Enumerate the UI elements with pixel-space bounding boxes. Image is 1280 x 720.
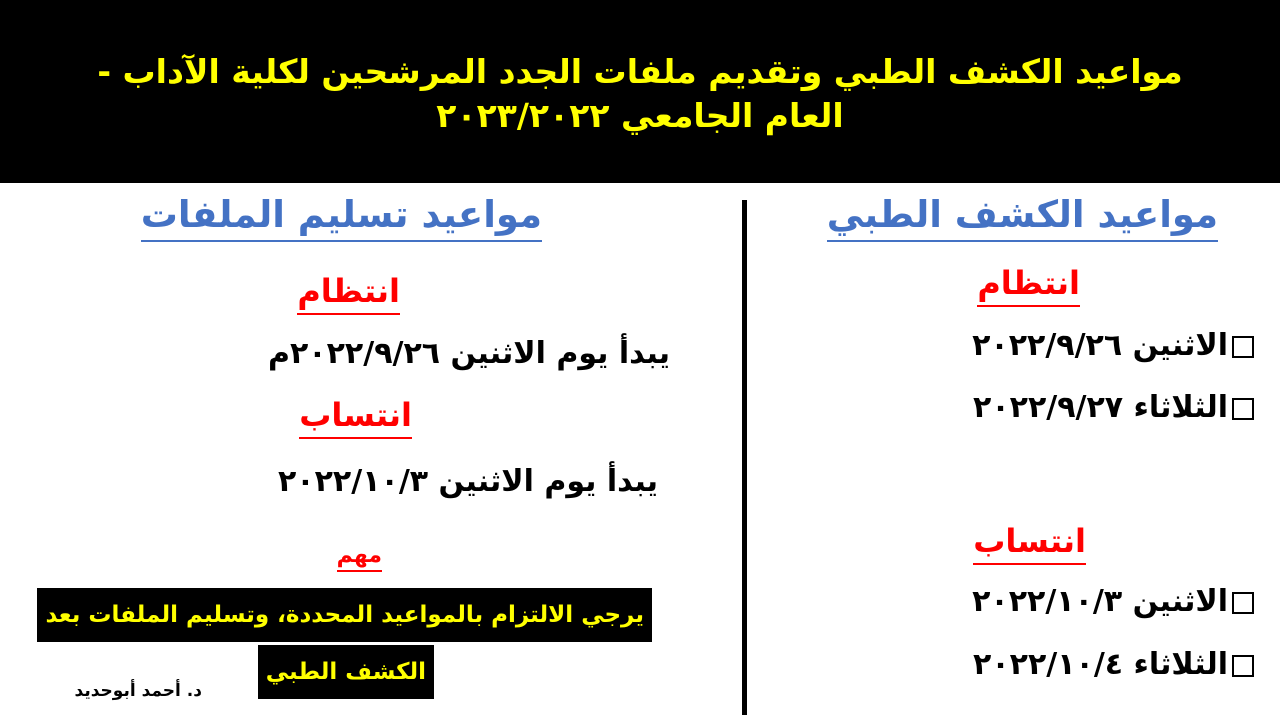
files-affiliation-text: يبدأ يوم الاثنين ٢٠٢٢/١٠/٣ [278, 464, 658, 499]
files-affiliation-label: انتساب [299, 394, 412, 439]
medical-regular-date-1: الاثنين ٢٠٢٢/٩/٢٦ [972, 326, 1254, 366]
checkbox-icon [1232, 398, 1254, 420]
medical-affiliation-label: انتساب [973, 520, 1086, 565]
files-regular-label: انتظام [297, 270, 400, 315]
notice-box-line2: الكشف الطبي [258, 645, 434, 699]
files-regular-text: يبدأ يوم الاثنين ٢٠٢٢/٩/٢٦م [268, 336, 670, 371]
header-banner [0, 0, 1280, 183]
signature: د. أحمد أبوحديد [74, 681, 202, 701]
checkbox-icon [1232, 592, 1254, 614]
notice-box-line1: يرجي الالتزام بالمواعيد المحددة، وتسليم الملفات بعد [37, 588, 652, 642]
medical-regular-date-2: الثلاثاء ٢٠٢٢/٩/٢٧ [973, 388, 1254, 428]
medical-exam-heading: مواعيد الكشف الطبي [827, 192, 1218, 242]
checkbox-icon [1232, 655, 1254, 677]
medical-affiliation-date-1: الاثنين ٢٠٢٢/١٠/٣ [972, 582, 1254, 622]
column-divider [742, 200, 747, 715]
file-submission-heading: مواعيد تسليم الملفات [141, 192, 542, 242]
medical-regular-label: انتظام [977, 262, 1080, 307]
important-label: مهم [337, 542, 382, 572]
medical-affiliation-date-2: الثلاثاء ٢٠٢٢/١٠/٤ [973, 645, 1254, 685]
page-title: مواعيد الكشف الطبي وتقديم ملفات الجدد المرشحين لكلية الآداب - العام الجامعي ٢٠٢٣/٢٠٢٢ [97, 51, 1183, 135]
checkbox-icon [1232, 336, 1254, 358]
